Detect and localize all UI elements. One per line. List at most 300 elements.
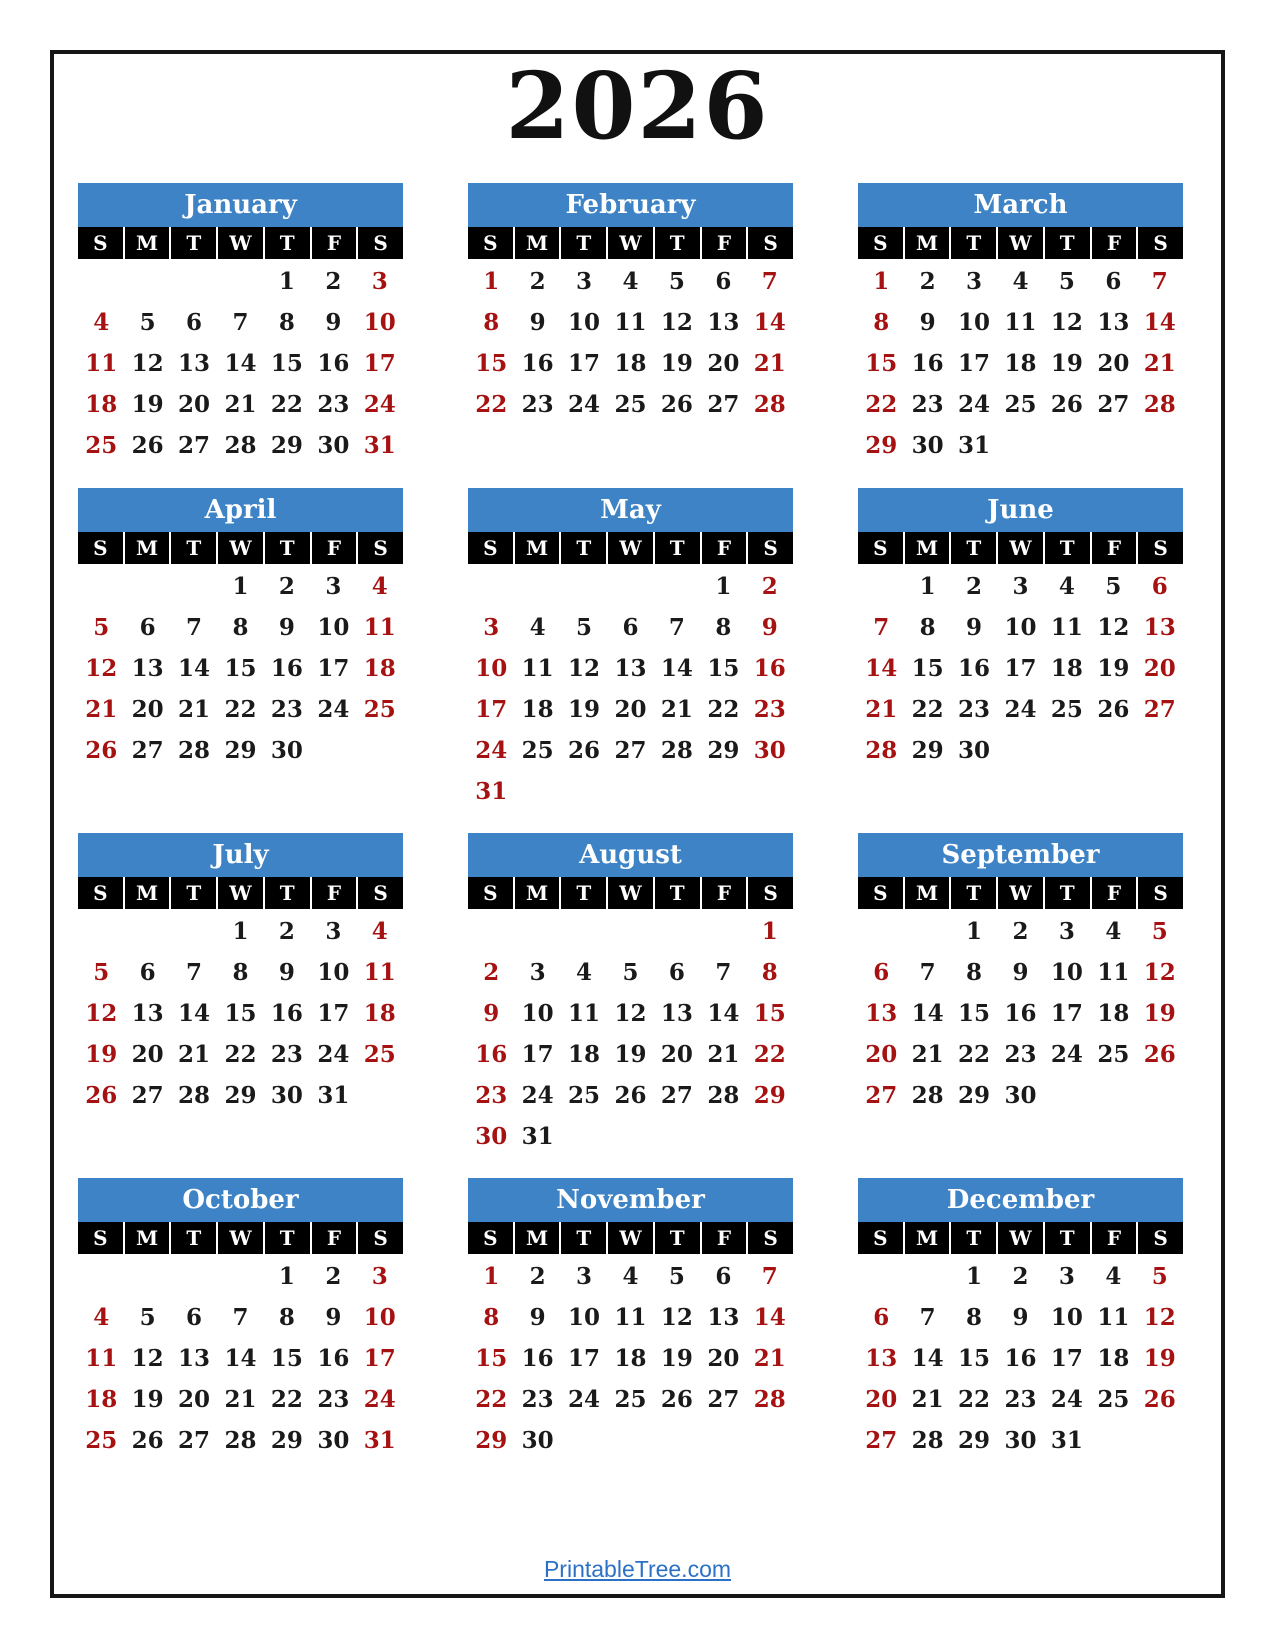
date-cell: 25 [568, 1082, 601, 1109]
date-cell: 20 [178, 391, 211, 418]
date-cell: 23 [1004, 1041, 1037, 1068]
dow-cell: T [951, 227, 996, 259]
date-cell: 20 [707, 1345, 740, 1372]
dow-cell: S [78, 1222, 123, 1254]
dow-cell: T [171, 227, 216, 259]
month-title: August [468, 833, 793, 877]
date-cell: 11 [521, 655, 554, 682]
date-cell: 24 [317, 696, 350, 723]
dow-cell: M [905, 532, 950, 564]
empty-date-cell [654, 771, 700, 812]
empty-date-cell [700, 911, 746, 952]
date-cell: 15 [224, 655, 257, 682]
dow-row [468, 532, 793, 564]
date-cell: 18 [614, 1345, 647, 1372]
date-cell: 5 [1151, 1263, 1168, 1290]
date-cell: 26 [131, 1427, 164, 1454]
dow-cell: T [561, 1222, 606, 1254]
date-cell: 1 [715, 573, 732, 600]
date-cell: 24 [1050, 1041, 1083, 1068]
dow-row [78, 1222, 403, 1254]
month-block [858, 1178, 1183, 1461]
date-cell: 17 [1050, 1000, 1083, 1027]
dow-cell: F [312, 227, 357, 259]
date-cell: 14 [224, 350, 257, 377]
date-cell: 26 [568, 737, 601, 764]
date-cell: 11 [1097, 959, 1130, 986]
dow-cell: T [1045, 877, 1090, 909]
date-cell: 14 [1143, 309, 1176, 336]
date-cell: 4 [622, 1263, 639, 1290]
date-cell: 18 [1004, 350, 1037, 377]
date-cell: 16 [475, 1041, 508, 1068]
date-cell: 31 [958, 432, 991, 459]
dow-cell: S [468, 227, 513, 259]
date-cell: 17 [1004, 655, 1037, 682]
date-cell: 29 [270, 432, 303, 459]
dow-cell: S [78, 532, 123, 564]
date-cell: 20 [1097, 350, 1130, 377]
empty-date-cell [654, 1116, 700, 1157]
date-cell: 3 [325, 573, 342, 600]
date-cell: 22 [224, 1041, 257, 1068]
date-cell: 14 [707, 1000, 740, 1027]
date-cell: 21 [224, 1386, 257, 1413]
date-cell: 28 [753, 1386, 786, 1413]
empty-date-cell [654, 911, 700, 952]
month-block [78, 833, 403, 1116]
month-title: March [858, 183, 1183, 227]
date-cell: 26 [1050, 391, 1083, 418]
date-cell: 21 [753, 1345, 786, 1372]
date-cell: 12 [660, 1304, 693, 1331]
footer [0, 1556, 1275, 1583]
date-cell: 2 [761, 573, 778, 600]
date-cell: 11 [1004, 309, 1037, 336]
date-cell: 17 [475, 696, 508, 723]
dow-cell: M [515, 227, 560, 259]
date-cell: 1 [278, 268, 295, 295]
dow-row [468, 1222, 793, 1254]
dow-cell: M [125, 532, 170, 564]
date-cell: 27 [707, 1386, 740, 1413]
date-cell: 3 [1012, 573, 1029, 600]
date-cell: 24 [568, 1386, 601, 1413]
date-cell: 10 [568, 1304, 601, 1331]
dow-cell: T [561, 532, 606, 564]
date-cell: 6 [715, 268, 732, 295]
date-cell: 8 [873, 309, 890, 336]
dow-cell: S [1138, 227, 1183, 259]
empty-date-cell [904, 911, 950, 952]
date-cell: 25 [363, 1041, 396, 1068]
date-cell: 13 [614, 655, 647, 682]
month-title: December [858, 1178, 1183, 1222]
date-cell: 14 [911, 1345, 944, 1372]
date-grid [78, 1256, 403, 1461]
date-cell: 17 [363, 1345, 396, 1372]
date-cell: 16 [317, 1345, 350, 1372]
date-cell: 28 [911, 1082, 944, 1109]
date-cell: 6 [139, 959, 156, 986]
date-cell: 29 [753, 1082, 786, 1109]
dow-cell: S [858, 532, 903, 564]
empty-date-cell [124, 566, 170, 607]
empty-date-cell [904, 1256, 950, 1297]
dow-cell: W [998, 877, 1043, 909]
date-cell: 15 [958, 1345, 991, 1372]
date-cell: 9 [278, 614, 295, 641]
date-cell: 27 [178, 1427, 211, 1454]
date-cell: 25 [85, 1427, 118, 1454]
dow-cell: T [265, 877, 310, 909]
date-cell: 1 [483, 268, 500, 295]
date-cell: 27 [1143, 696, 1176, 723]
date-cell: 5 [622, 959, 639, 986]
date-cell: 25 [1004, 391, 1037, 418]
date-cell: 18 [1050, 655, 1083, 682]
date-cell: 22 [475, 391, 508, 418]
month-band [78, 1178, 1183, 1461]
empty-date-cell [171, 261, 217, 302]
dow-cell: S [358, 877, 403, 909]
date-grid [78, 261, 403, 466]
date-cell: 9 [529, 309, 546, 336]
date-cell: 20 [660, 1041, 693, 1068]
empty-date-cell [124, 911, 170, 952]
date-grid [858, 911, 1183, 1116]
date-cell: 1 [966, 918, 983, 945]
dow-cell: T [265, 532, 310, 564]
date-cell: 17 [521, 1041, 554, 1068]
date-cell: 10 [1050, 1304, 1083, 1331]
month-band [78, 183, 1183, 466]
date-cell: 15 [911, 655, 944, 682]
date-cell: 28 [224, 1427, 257, 1454]
date-cell: 18 [1097, 1000, 1130, 1027]
date-cell: 23 [270, 1041, 303, 1068]
dow-cell: F [702, 1222, 747, 1254]
dow-cell: W [608, 227, 653, 259]
date-cell: 9 [483, 1000, 500, 1027]
date-cell: 15 [707, 655, 740, 682]
date-cell: 28 [178, 737, 211, 764]
date-cell: 14 [660, 655, 693, 682]
date-cell: 29 [224, 1082, 257, 1109]
date-cell: 8 [232, 614, 249, 641]
date-cell: 3 [529, 959, 546, 986]
date-cell: 3 [576, 1263, 593, 1290]
date-cell: 13 [865, 1000, 898, 1027]
date-cell: 5 [93, 959, 110, 986]
empty-date-cell [700, 1420, 746, 1461]
dow-cell: T [951, 877, 996, 909]
dow-cell: M [905, 1222, 950, 1254]
month-title: October [78, 1178, 403, 1222]
date-cell: 10 [475, 655, 508, 682]
date-cell: 28 [911, 1427, 944, 1454]
dow-cell: T [655, 877, 700, 909]
dow-row [468, 877, 793, 909]
date-cell: 30 [753, 737, 786, 764]
date-cell: 18 [85, 1386, 118, 1413]
dow-cell: S [358, 1222, 403, 1254]
dow-cell: M [515, 532, 560, 564]
date-cell: 19 [1143, 1000, 1176, 1027]
dow-cell: M [125, 877, 170, 909]
date-cell: 28 [865, 737, 898, 764]
date-cell: 6 [668, 959, 685, 986]
dow-cell: M [125, 1222, 170, 1254]
date-cell: 7 [873, 614, 890, 641]
date-cell: 13 [707, 1304, 740, 1331]
date-cell: 4 [1012, 268, 1029, 295]
dow-cell: T [561, 227, 606, 259]
date-cell: 23 [317, 391, 350, 418]
dow-cell: W [998, 227, 1043, 259]
date-cell: 27 [131, 1082, 164, 1109]
empty-date-cell [217, 1256, 263, 1297]
date-cell: 17 [317, 655, 350, 682]
date-cell: 7 [919, 1304, 936, 1331]
dow-cell: S [748, 227, 793, 259]
date-cell: 21 [178, 1041, 211, 1068]
empty-date-cell [78, 1256, 124, 1297]
date-cell: 5 [93, 614, 110, 641]
dow-cell: S [858, 227, 903, 259]
date-cell: 22 [753, 1041, 786, 1068]
date-cell: 23 [1004, 1386, 1037, 1413]
month-title: July [78, 833, 403, 877]
empty-date-cell [561, 566, 607, 607]
date-cell: 24 [363, 1386, 396, 1413]
date-cell: 15 [865, 350, 898, 377]
date-cell: 18 [363, 1000, 396, 1027]
date-grid [468, 1256, 793, 1461]
date-cell: 4 [576, 959, 593, 986]
month-title: November [468, 1178, 793, 1222]
date-cell: 27 [131, 737, 164, 764]
date-cell: 31 [363, 432, 396, 459]
date-cell: 8 [278, 309, 295, 336]
dow-cell: S [468, 877, 513, 909]
date-cell: 22 [911, 696, 944, 723]
date-cell: 5 [668, 1263, 685, 1290]
empty-date-cell [357, 1075, 403, 1116]
dow-cell: T [951, 1222, 996, 1254]
date-cell: 6 [139, 614, 156, 641]
date-cell: 29 [958, 1427, 991, 1454]
date-cell: 15 [753, 1000, 786, 1027]
dow-cell: W [608, 877, 653, 909]
date-cell: 20 [865, 1041, 898, 1068]
date-cell: 2 [278, 918, 295, 945]
date-cell: 11 [614, 309, 647, 336]
empty-date-cell [997, 730, 1043, 771]
date-cell: 14 [753, 309, 786, 336]
empty-date-cell [561, 1116, 607, 1157]
date-cell: 11 [568, 1000, 601, 1027]
empty-date-cell [858, 911, 904, 952]
date-cell: 23 [270, 696, 303, 723]
month-band [78, 488, 1183, 812]
date-cell: 2 [483, 959, 500, 986]
date-cell: 23 [317, 1386, 350, 1413]
date-cell: 19 [568, 696, 601, 723]
empty-date-cell [607, 911, 653, 952]
date-cell: 16 [958, 655, 991, 682]
footer-site-link[interactable]: PrintableTree.com [543, 1556, 732, 1582]
date-cell: 2 [919, 268, 936, 295]
empty-date-cell [607, 771, 653, 812]
dow-row [78, 227, 403, 259]
date-cell: 20 [614, 696, 647, 723]
dow-row [468, 227, 793, 259]
dow-cell: S [358, 227, 403, 259]
date-cell: 16 [317, 350, 350, 377]
date-cell: 30 [521, 1427, 554, 1454]
date-cell: 8 [483, 309, 500, 336]
dow-cell: S [858, 877, 903, 909]
date-cell: 30 [317, 432, 350, 459]
empty-date-cell [514, 771, 560, 812]
date-cell: 9 [919, 309, 936, 336]
date-cell: 26 [660, 391, 693, 418]
date-cell: 21 [224, 391, 257, 418]
empty-date-cell [1137, 1420, 1183, 1461]
date-cell: 18 [614, 350, 647, 377]
date-cell: 20 [131, 696, 164, 723]
date-cell: 25 [614, 1386, 647, 1413]
date-cell: 2 [325, 1263, 342, 1290]
date-cell: 7 [761, 1263, 778, 1290]
date-cell: 16 [911, 350, 944, 377]
date-cell: 22 [958, 1041, 991, 1068]
empty-date-cell [1044, 1075, 1090, 1116]
empty-date-cell [124, 1256, 170, 1297]
empty-date-cell [1090, 1075, 1136, 1116]
dow-cell: F [312, 877, 357, 909]
date-cell: 23 [475, 1082, 508, 1109]
date-grid [858, 261, 1183, 466]
date-cell: 30 [317, 1427, 350, 1454]
dow-cell: S [858, 1222, 903, 1254]
dow-cell: T [1045, 227, 1090, 259]
date-cell: 31 [475, 778, 508, 805]
empty-date-cell [124, 261, 170, 302]
empty-date-cell [607, 566, 653, 607]
date-cell: 21 [707, 1041, 740, 1068]
date-cell: 28 [707, 1082, 740, 1109]
dow-cell: F [312, 1222, 357, 1254]
date-cell: 21 [911, 1041, 944, 1068]
empty-date-cell [1044, 730, 1090, 771]
month-block [468, 488, 793, 812]
dow-cell: S [748, 1222, 793, 1254]
date-cell: 15 [475, 350, 508, 377]
date-cell: 25 [521, 737, 554, 764]
empty-date-cell [1044, 425, 1090, 466]
date-grid [858, 1256, 1183, 1461]
dow-cell: S [1138, 532, 1183, 564]
date-cell: 19 [131, 391, 164, 418]
date-cell: 1 [232, 573, 249, 600]
date-cell: 24 [1050, 1386, 1083, 1413]
dow-cell: T [1045, 1222, 1090, 1254]
date-cell: 2 [1012, 918, 1029, 945]
date-cell: 28 [660, 737, 693, 764]
date-cell: 12 [131, 350, 164, 377]
date-cell: 15 [270, 1345, 303, 1372]
date-cell: 16 [521, 1345, 554, 1372]
dow-cell: M [125, 227, 170, 259]
date-cell: 10 [521, 1000, 554, 1027]
empty-date-cell [514, 566, 560, 607]
date-cell: 16 [753, 655, 786, 682]
date-cell: 13 [178, 1345, 211, 1372]
date-cell: 16 [270, 1000, 303, 1027]
date-cell: 24 [317, 1041, 350, 1068]
date-cell: 8 [278, 1304, 295, 1331]
date-cell: 26 [131, 432, 164, 459]
empty-date-cell [217, 261, 263, 302]
date-cell: 29 [475, 1427, 508, 1454]
dow-row [858, 227, 1183, 259]
dow-row [78, 532, 403, 564]
date-cell: 6 [622, 614, 639, 641]
date-cell: 21 [660, 696, 693, 723]
date-cell: 22 [475, 1386, 508, 1413]
date-cell: 2 [278, 573, 295, 600]
dow-cell: W [608, 1222, 653, 1254]
date-cell: 10 [958, 309, 991, 336]
month-block [858, 833, 1183, 1116]
empty-date-cell [997, 425, 1043, 466]
date-cell: 31 [521, 1123, 554, 1150]
month-title: June [858, 488, 1183, 532]
date-cell: 21 [865, 696, 898, 723]
dow-cell: W [218, 1222, 263, 1254]
date-cell: 5 [1105, 573, 1122, 600]
empty-date-cell [78, 261, 124, 302]
date-cell: 27 [865, 1082, 898, 1109]
month-title: May [468, 488, 793, 532]
date-cell: 29 [224, 737, 257, 764]
date-cell: 7 [668, 614, 685, 641]
date-cell: 22 [865, 391, 898, 418]
date-cell: 1 [919, 573, 936, 600]
dow-cell: T [171, 532, 216, 564]
date-cell: 9 [529, 1304, 546, 1331]
date-cell: 9 [278, 959, 295, 986]
date-cell: 7 [186, 614, 203, 641]
dow-cell: T [265, 227, 310, 259]
date-cell: 10 [1004, 614, 1037, 641]
dow-cell: S [78, 227, 123, 259]
dow-cell: T [655, 227, 700, 259]
date-cell: 12 [131, 1345, 164, 1372]
date-cell: 6 [1105, 268, 1122, 295]
date-cell: 4 [1058, 573, 1075, 600]
date-cell: 8 [483, 1304, 500, 1331]
date-cell: 11 [1097, 1304, 1130, 1331]
date-cell: 17 [363, 350, 396, 377]
date-cell: 1 [873, 268, 890, 295]
empty-date-cell [607, 1116, 653, 1157]
date-cell: 3 [966, 268, 983, 295]
date-cell: 29 [958, 1082, 991, 1109]
date-cell: 29 [270, 1427, 303, 1454]
